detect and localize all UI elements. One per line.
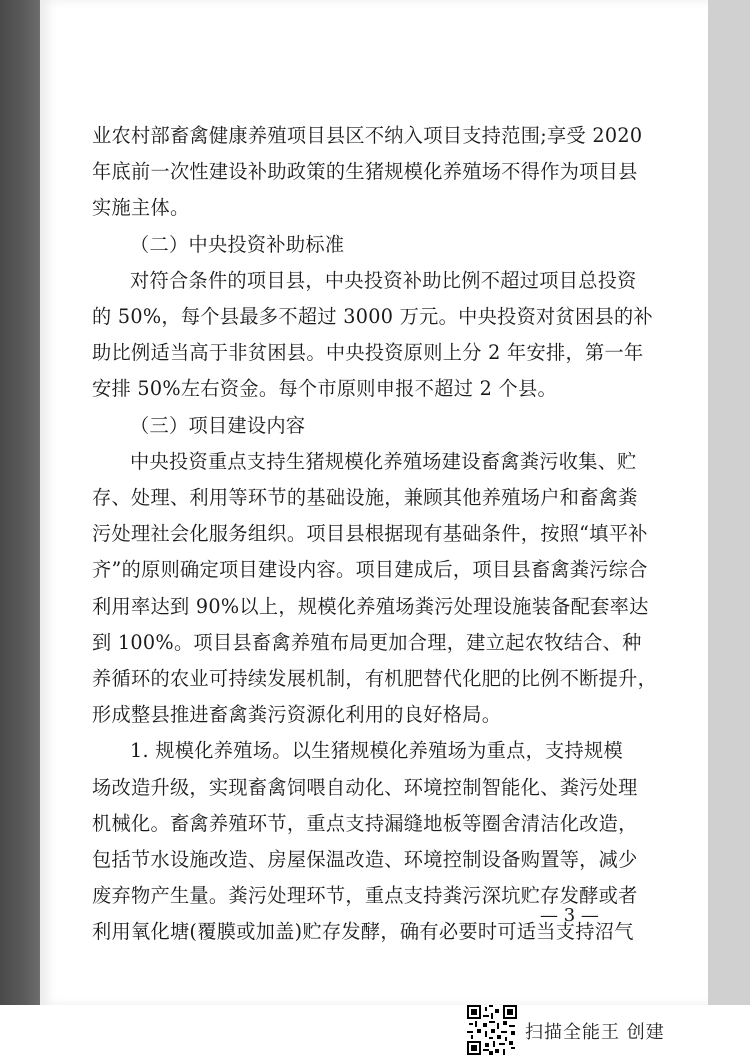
text-line: 齐”的原则确定项目建设内容。项目建成后，项目县畜禽粪污综合 [92,558,648,582]
text-line: 包括节水设施改造、房屋保温改造、环境控制设备购置等，减少 [92,848,638,872]
section-heading: （三）项目建设内容 [130,413,306,437]
page-number: — 3 — [540,905,599,926]
text-line: 到 100%。项目县畜禽养殖布局更加合理，建立起农牧结合、种 [92,630,642,654]
text-line: 助比例适当高于非贫困县。中央投资原则上分 2 年安排，第一年 [92,341,644,365]
text-line: 废弃物产生量。粪污处理环节，重点支持粪污深坑贮存发酵或者 [92,884,638,908]
text-line: 安排 50%左右资金。每个市原则申报不超过 2 个县。 [92,377,558,401]
paragraph-first-line: 1. 规模化养殖场。以生猪规模化养殖场为重点，支持规模 [130,739,624,763]
section-heading: （二）中央投资补助标准 [130,232,345,256]
text-line: 形成整县推进畜禽粪污资源化利用的良好格局。 [92,703,502,727]
text-line: 实施主体。 [92,196,190,220]
text-line: 养循环的农业可持续发展机制，有机肥替代化肥的比例不断提升， [92,667,658,691]
paragraph-first-line: 对符合条件的项目县，中央投资补助比例不超过项目总投资 [130,268,637,292]
text-line: 利用氧化塘(覆膜或加盖)贮存发酵，确有必要时可适当支持沼气 [92,920,634,944]
text-line: 利用率达到 90%以上，规模化养殖场粪污处理设施装备配套率达 [92,594,649,618]
text-line: 年底前一次性建设补助政策的生猪规模化养殖场不得作为项目县 [92,160,638,184]
qr-code-icon [467,1005,517,1055]
text-line: 业农村部畜禽健康养殖项目县区不纳入项目支持范围;享受 2020 [92,124,643,147]
document-body [92,118,658,951]
text-line: 污处理社会化服务组织。项目县根据现有基础条件，按照“填平补 [92,522,648,546]
scanner-app-label: 扫描全能王 创建 [525,1022,665,1043]
text-line: 场改造升级，实现畜禽饲喂自动化、环境控制智能化、粪污处理 [92,775,638,799]
text-line: 的 50%，每个县最多不超过 3000 万元。中央投资对贫困县的补 [92,305,653,329]
text-line: 存、处理、利用等环节的基础设施，兼顾其他养殖场户和畜禽粪 [92,486,638,510]
paragraph-first-line: 中央投资重点支持生猪规模化养殖场建设畜禽粪污收集、贮 [130,449,637,473]
text-line: 机械化。畜禽养殖环节，重点支持漏缝地板等圈舍清洁化改造， [92,811,638,835]
